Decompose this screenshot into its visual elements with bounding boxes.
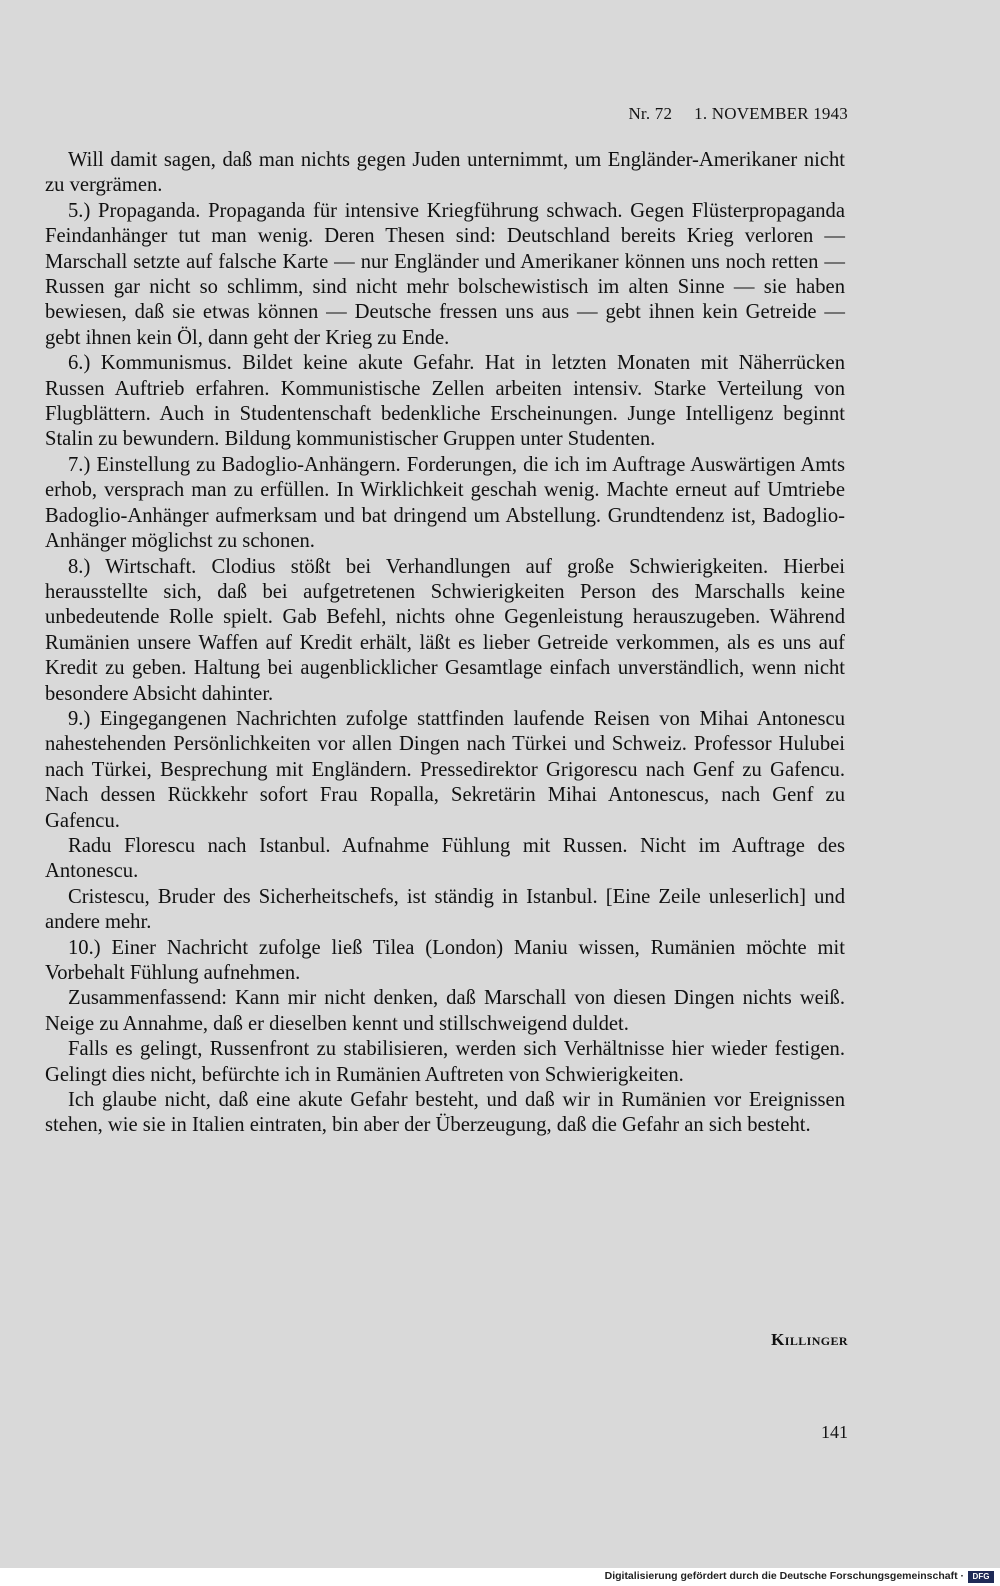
paragraph: Ich glaube nicht, daß eine akute Gefahr besteht, und daß wir in Rumänien vor Ereignissen stehen, wie sie in Italien eintraten, bin aber der Überzeugung, daß die Gefahr an sich besteht. — [45, 1089, 845, 1137]
paragraph: 7.) Einstellung zu Badoglio-Anhängern. Forderungen, die ich im Auftrage Auswärtigen Amts erhob, versprach man zu erfüllen. In Wirklichkeit geschah wenig. Machte erneut auf Umtriebe Badoglio-Anhänger aufmerksam und bat dringend um Abstellung. Grundtendenz ist, Badoglio-Anhänger möglichst zu schonen. — [45, 453, 845, 553]
paragraph: Falls es gelingt, Russenfront zu stabilisieren, werden sich Verhältnisse hier wieder festigen. Gelingt dies nicht, befürchte ich in Rumänien Auftreten von Schwierigkeiten. — [45, 1038, 845, 1086]
paragraph: Will damit sagen, daß man nichts gegen Juden unternimmt, um Engländer-Amerikaner nicht zu vergrämen. — [45, 149, 845, 197]
paragraph: 5.) Propaganda. Propaganda für intensive Kriegführung schwach. Gegen Flüsterpropaganda Feindanhänger tut man wenig. Deren Thesen sind: Deutschland bereits Krieg verloren — Marschall setzte auf falsche Karte — nur Engländer und Amerikaner können uns noch retten — Russen gar nicht so schlimm, sind nicht mehr bolschewistisch im alten Sinne — sie haben bewiesen, daß sie etwas können — Deutsche fressen uns aus — gebt ihnen kein Getreide — gebt ihnen kein Öl, dann geht der Krieg zu Ende. — [45, 199, 845, 349]
page-number: 141 — [821, 1422, 848, 1442]
footer-credit: Digitalisierung gefördert durch die Deutsche Forschungsgemeinschaft · — [604, 1570, 964, 1582]
signature: Killinger — [771, 1330, 848, 1349]
document-body — [45, 148, 845, 1139]
running-header — [628, 104, 848, 124]
paragraph: Cristescu, Bruder des Sicherheitschefs, ist ständig in Istanbul. [Eine Zeile unleserlich] und andere mehr. — [45, 885, 845, 934]
dfg-logo-icon: DFG — [968, 1571, 994, 1583]
paragraph: 10.) Einer Nachricht zufolge ließ Tilea (London) Maniu wissen, Rumänien möchte mit Vorbehalt Fühlung aufnehmen. — [45, 936, 845, 984]
paragraph: 9.) Eingegangenen Nachrichten zufolge stattfinden laufende Reisen von Mihai Antonescu nahestehenden Persönlichkeiten vor allen Dingen nach Türkei und Schweiz. Professor Hulubei nach Türkei, Besprechung mit Engländern. Pressedirektor Grigorescu nach Genf zu Gafencu. Nach dessen Rückkehr sofort Frau Ropalla, Sekretärin Mihai Antonescus, nach Genf zu Gafencu. — [45, 707, 845, 832]
document-number: Nr. 72 — [628, 104, 673, 123]
document-date: 1. NOVEMBER 1943 — [694, 104, 848, 123]
paragraph: Zusammenfassend: Kann mir nicht denken, daß Marschall von diesen Dingen nichts weiß. Neige zu Annahme, daß er dieselben kennt und stillschweigend duldet. — [45, 987, 845, 1035]
paragraph: 6.) Kommunismus. Bildet keine akute Gefahr. Hat in letzten Monaten mit Näherrücken Russen Auftrieb erfahren. Kommunistische Zellen arbeiten intensiv. Starke Verteilung von Flugblättern. Auch in Studentenschaft bedenkliche Erscheinungen. Junge Intelligenz beginnt Stalin zu bewundern. Bildung kommunistischer Gruppen unter Studenten. — [45, 352, 845, 451]
paragraph: Radu Florescu nach Istanbul. Aufnahme Fühlung mit Russen. Nicht im Auftrage des Antonescu. — [45, 834, 845, 883]
paragraph: 8.) Wirtschaft. Clodius stößt bei Verhandlungen auf große Schwierigkeiten. Hierbei herausstellte sich, daß bei aufgetretenen Schwierigkeiten Person des Marschalls keine unbedeutende Rolle spielt. Gab Befehl, nichts ohne Gegenleistung herauszugeben. Während Rumänien unsere Waffen auf Kredit erhält, läßt es lieber Getreide verkommen, als es uns auf Kredit zu geben. Haltung bei augenblicklicher Gesamtlage einfach unverständlich, wenn nicht besondere Absicht dahinter. — [45, 555, 845, 705]
digitization-footer — [0, 1568, 1000, 1586]
